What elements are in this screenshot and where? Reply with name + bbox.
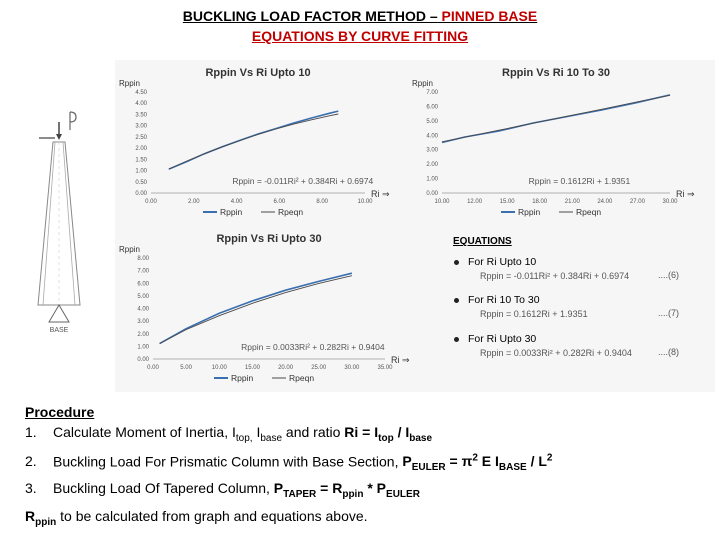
procedure-step-2: 2. Buckling Load For Prismatic Column with Base Section, $P_{EULER} = \pi^2$ E $I_{BASE} / L^2$ [25, 452, 553, 474]
y-tick-label: 7.00 [426, 90, 438, 96]
y-tick-label: 3.50 [135, 112, 147, 119]
y-tick-label: 8.00 [137, 256, 149, 262]
y-tick-label: 6.00 [426, 104, 438, 111]
load-arrow-head [56, 134, 62, 140]
equation-text: Rppin = 0.1612Ri + 1.9351 [480, 309, 588, 319]
y-axis-label: Rppin [119, 245, 140, 254]
chart-title: Rppin Vs Ri 10 To 30 [502, 67, 610, 79]
equation-text: Rppin = 0.0033Ri² + 0.282Ri + 0.9404 [480, 348, 632, 358]
title-main: BUCKLING LOAD FACTOR METHOD – [182, 8, 438, 24]
bullet-icon [454, 260, 459, 265]
y-tick-label: 0.00 [137, 357, 149, 363]
y-tick-label: 4.00 [426, 133, 438, 140]
page-title [0, 8, 720, 25]
x-tick-label: 12.00 [467, 199, 483, 205]
x-tick-label: 2.00 [187, 199, 200, 205]
equation-text: Rppin = -0.011Ri² + 0.384Ri + 0.6974 [480, 271, 630, 281]
y-tick-label: 6.00 [137, 281, 149, 288]
x-tick-label: 30.00 [344, 365, 360, 371]
y-tick-label: 1.00 [137, 344, 149, 351]
x-axis-label: Ri ⇒ [371, 189, 390, 199]
title-red: PINNED BASE [441, 8, 538, 24]
chart-title: Rppin Vs Ri Upto 10 [205, 67, 311, 79]
x-axis-label: Ri ⇒ [391, 355, 410, 365]
equation-number: ....(8) [658, 347, 680, 357]
y-tick-label: 5.00 [426, 118, 438, 125]
equation-number: ....(7) [658, 308, 680, 318]
x-tick-label: 20.00 [278, 365, 294, 371]
x-tick-label: 5.00 [180, 365, 192, 371]
x-tick-label: 10.00 [357, 199, 373, 205]
trendline-equation: Rppin = 0.0033Ri² + 0.282Ri + 0.9404 [241, 341, 385, 352]
x-tick-label: 10.00 [434, 199, 450, 205]
series-line-rpeqn [442, 95, 670, 142]
legend-label-rpeqn: Rpeqn [576, 207, 602, 217]
equation-label: For Ri 10 To 30 [468, 294, 540, 306]
y-tick-label: 3.00 [135, 123, 147, 130]
tapered-column-sketch [25, 100, 105, 340]
y-axis-label: Rppin [412, 79, 433, 88]
y-tick-label: 2.50 [135, 134, 147, 141]
x-tick-label: 8.00 [316, 199, 329, 205]
y-tick-label: 0.00 [135, 191, 147, 197]
x-tick-label: 4.00 [230, 199, 243, 205]
x-tick-label: 0.00 [145, 199, 157, 205]
pin-base-symbol [49, 305, 69, 322]
bullet-icon [454, 337, 459, 342]
trendline-equation: Rppin = -0.011Ri² + 0.384Ri + 0.6974 [232, 175, 374, 186]
equation-label: For Ri Upto 10 [468, 256, 537, 268]
chart-upto-10 [115, 62, 405, 222]
y-tick-label: 3.00 [137, 319, 149, 326]
chart-title: Rppin Vs Ri Upto 30 [216, 233, 322, 245]
x-tick-label: 25.00 [311, 365, 327, 371]
sketch-base-label: BASE [49, 327, 69, 334]
x-tick-label: 6.00 [273, 199, 286, 205]
legend-label-rppin: Rppin [231, 373, 254, 383]
bullet-icon [454, 298, 459, 303]
series-line-rpeqn [160, 276, 352, 344]
procedure-step-1: 1. Calculate Moment of Inertia, $I_{top,}$ $I_{base}$ and ratio $Ri = I_{top} / I_{base}$ [25, 424, 433, 444]
x-tick-label: 30.00 [662, 199, 678, 205]
x-tick-label: 10.00 [211, 365, 227, 371]
load-p-glyph [70, 112, 76, 122]
y-tick-label: 0.00 [426, 191, 438, 197]
page-subtitle: EQUATIONS BY CURVE FITTING [251, 28, 469, 44]
procedure-section [25, 402, 552, 505]
chart-10-to-30 [408, 62, 710, 222]
y-tick-label: 3.00 [426, 147, 438, 154]
equation-label: For Ri Upto 30 [468, 333, 537, 345]
y-axis-label: Rppin [119, 79, 140, 88]
chart-upto-30 [115, 228, 410, 388]
equations-box [448, 232, 698, 372]
x-tick-label: 21.00 [564, 199, 580, 205]
y-tick-label: 4.00 [135, 101, 147, 108]
equations-header: EQUATIONS [453, 236, 512, 247]
x-axis-label: Ri ⇒ [676, 189, 695, 199]
legend-label-rppin: Rppin [518, 207, 541, 217]
y-tick-label: 1.00 [426, 176, 438, 183]
y-tick-label: 7.00 [137, 268, 149, 275]
x-tick-label: 15.00 [244, 365, 260, 371]
x-tick-label: 0.00 [147, 365, 159, 371]
y-tick-label: 1.50 [135, 157, 147, 164]
x-tick-label: 27.00 [629, 199, 645, 205]
legend-label-rppin: Rppin [220, 207, 243, 217]
y-tick-label: 5.00 [137, 293, 149, 300]
procedure-heading: Procedure [25, 404, 95, 420]
y-tick-label: 2.00 [135, 146, 147, 153]
x-tick-label: 35.00 [377, 365, 393, 371]
y-tick-label: 0.50 [135, 179, 147, 186]
y-tick-label: 4.00 [137, 306, 149, 313]
rppin-note: $R_{ppin}$ to be calculated from graph and equations above. [25, 508, 368, 528]
x-tick-label: 18.00 [532, 199, 548, 205]
procedure-step-3: 3. Buckling Load Of Tapered Column, $P_{TAPER} = R_{ppin} * P_{EULER}$ [25, 480, 420, 501]
legend-label-rpeqn: Rpeqn [289, 373, 315, 383]
legend-label-rpeqn: Rpeqn [278, 207, 304, 217]
equation-number: ....(6) [658, 270, 680, 280]
y-tick-label: 4.50 [135, 90, 147, 96]
x-tick-label: 24.00 [597, 199, 613, 205]
y-tick-label: 1.00 [135, 168, 147, 175]
series-line-rppin [160, 273, 352, 343]
series-line-rpeqn [169, 114, 338, 169]
x-tick-label: 15.00 [499, 199, 515, 205]
y-tick-label: 2.00 [426, 162, 438, 169]
y-tick-label: 2.00 [137, 331, 149, 338]
trendline-equation: Rppin = 0.1612Ri + 1.9351 [528, 175, 631, 186]
